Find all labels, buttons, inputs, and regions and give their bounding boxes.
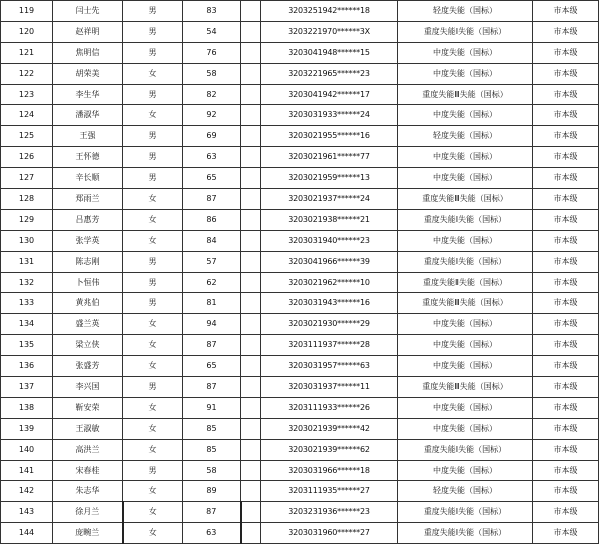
table-row — [1, 1, 599, 22]
cell-number: 144 — [1, 523, 53, 544]
cell-name: 李兴国 — [53, 377, 123, 398]
cell-disability-level: 轻度失能（国标） — [398, 481, 533, 502]
cell-number: 131 — [1, 251, 53, 272]
cell-number: 132 — [1, 272, 53, 293]
cell-id-number: 3203041948******15 — [261, 42, 398, 63]
cell-sex: 男 — [123, 460, 183, 481]
cell-number: 140 — [1, 439, 53, 460]
table-row — [1, 481, 599, 502]
cell-name: 辛长顺 — [53, 168, 123, 189]
cell-region: 市本级 — [533, 418, 599, 439]
cell-id-number: 3203031966******18 — [261, 460, 398, 481]
table-row — [1, 189, 599, 210]
cell-age: 69 — [183, 126, 241, 147]
cell-name: 胡荣美 — [53, 63, 123, 84]
cell-spacer — [241, 272, 261, 293]
cell-age: 87 — [183, 189, 241, 210]
cell-disability-level: 中度失能（国标） — [398, 147, 533, 168]
table-row — [1, 439, 599, 460]
cell-id-number: 3203111937******28 — [261, 335, 398, 356]
cell-spacer — [241, 168, 261, 189]
cell-number: 134 — [1, 314, 53, 335]
table-row — [1, 356, 599, 377]
cell-age: 81 — [183, 293, 241, 314]
cell-disability-level: 重度失能Ⅲ失能（国标） — [398, 189, 533, 210]
cell-number: 119 — [1, 1, 53, 22]
table-row — [1, 230, 599, 251]
cell-number: 139 — [1, 418, 53, 439]
cell-number: 129 — [1, 209, 53, 230]
cell-disability-level: 重度失能Ⅰ失能（国标） — [398, 209, 533, 230]
cell-age: 91 — [183, 397, 241, 418]
cell-name: 王怀德 — [53, 147, 123, 168]
cell-region: 市本级 — [533, 209, 599, 230]
cell-region: 市本级 — [533, 439, 599, 460]
table-row — [1, 502, 599, 523]
cell-spacer — [241, 105, 261, 126]
cell-name: 焦明信 — [53, 42, 123, 63]
cell-number: 123 — [1, 84, 53, 105]
cell-age: 65 — [183, 168, 241, 189]
cell-id-number: 3203021930******29 — [261, 314, 398, 335]
cell-disability-level: 中度失能（国标） — [398, 42, 533, 63]
cell-disability-level: 中度失能（国标） — [398, 356, 533, 377]
cell-id-number: 3203021955******16 — [261, 126, 398, 147]
cell-spacer — [241, 460, 261, 481]
cell-region: 市本级 — [533, 481, 599, 502]
cell-region: 市本级 — [533, 397, 599, 418]
cell-name: 梁立侠 — [53, 335, 123, 356]
cell-sex: 女 — [123, 209, 183, 230]
cell-sex: 男 — [123, 293, 183, 314]
cell-spacer — [241, 293, 261, 314]
table-row — [1, 418, 599, 439]
cell-spacer — [241, 126, 261, 147]
cell-name: 靳安荣 — [53, 397, 123, 418]
table-row — [1, 209, 599, 230]
cell-disability-level: 中度失能（国标） — [398, 168, 533, 189]
cell-age: 62 — [183, 272, 241, 293]
cell-disability-level: 重度失能Ⅲ失能（国标） — [398, 293, 533, 314]
cell-spacer — [241, 84, 261, 105]
table-row — [1, 335, 599, 356]
cell-disability-level: 重度失能Ⅰ失能（国标） — [398, 21, 533, 42]
cell-spacer — [241, 42, 261, 63]
cell-region: 市本级 — [533, 272, 599, 293]
cell-number: 127 — [1, 168, 53, 189]
cell-number: 135 — [1, 335, 53, 356]
cell-sex: 男 — [123, 168, 183, 189]
cell-age: 58 — [183, 460, 241, 481]
cell-disability-level: 重度失能Ⅱ失能（国标） — [398, 272, 533, 293]
cell-spacer — [241, 251, 261, 272]
cell-spacer — [241, 481, 261, 502]
cell-name: 高洪兰 — [53, 439, 123, 460]
cell-age: 54 — [183, 21, 241, 42]
cell-name: 卜恒伟 — [53, 272, 123, 293]
table-row — [1, 168, 599, 189]
cell-age: 63 — [183, 147, 241, 168]
cell-id-number: 3203031943******16 — [261, 293, 398, 314]
cell-id-number: 3203021938******21 — [261, 209, 398, 230]
cell-id-number: 3203041942******17 — [261, 84, 398, 105]
cell-name: 黄兆伯 — [53, 293, 123, 314]
cell-region: 市本级 — [533, 502, 599, 523]
cell-id-number: 3203221970******3X — [261, 21, 398, 42]
table-row — [1, 272, 599, 293]
cell-spacer — [241, 356, 261, 377]
table-row — [1, 147, 599, 168]
cell-number: 128 — [1, 189, 53, 210]
cell-id-number: 3203021939******62 — [261, 439, 398, 460]
cell-disability-level: 中度失能（国标） — [398, 105, 533, 126]
cell-age: 63 — [183, 523, 241, 544]
table-row — [1, 251, 599, 272]
cell-region: 市本级 — [533, 293, 599, 314]
cell-number: 138 — [1, 397, 53, 418]
cell-name: 张盛芳 — [53, 356, 123, 377]
cell-id-number: 3203031957******63 — [261, 356, 398, 377]
cell-age: 86 — [183, 209, 241, 230]
table-body — [1, 1, 599, 544]
cell-region: 市本级 — [533, 356, 599, 377]
cell-sex: 女 — [123, 502, 183, 523]
cell-id-number: 3203031933******24 — [261, 105, 398, 126]
cell-spacer — [241, 397, 261, 418]
cell-disability-level: 重度失能Ⅰ失能（国标） — [398, 439, 533, 460]
cell-name: 朱志华 — [53, 481, 123, 502]
cell-region: 市本级 — [533, 314, 599, 335]
cell-spacer — [241, 21, 261, 42]
cell-id-number: 3203111935******27 — [261, 481, 398, 502]
cell-sex: 男 — [123, 21, 183, 42]
cell-spacer — [241, 523, 261, 544]
cell-spacer — [241, 1, 261, 22]
table-row — [1, 397, 599, 418]
cell-number: 137 — [1, 377, 53, 398]
table-row — [1, 293, 599, 314]
table-row — [1, 460, 599, 481]
cell-sex: 女 — [123, 105, 183, 126]
cell-disability-level: 轻度失能（国标） — [398, 1, 533, 22]
cell-spacer — [241, 335, 261, 356]
cell-number: 124 — [1, 105, 53, 126]
cell-spacer — [241, 230, 261, 251]
cell-number: 133 — [1, 293, 53, 314]
cell-id-number: 3203221965******23 — [261, 63, 398, 84]
cell-name: 王淑敏 — [53, 418, 123, 439]
cell-age: 85 — [183, 418, 241, 439]
table-row — [1, 21, 599, 42]
cell-disability-level: 轻度失能（国标） — [398, 126, 533, 147]
cell-id-number: 3203021937******24 — [261, 189, 398, 210]
cell-sex: 男 — [123, 377, 183, 398]
cell-id-number: 3203041966******39 — [261, 251, 398, 272]
cell-spacer — [241, 502, 261, 523]
cell-spacer — [241, 63, 261, 84]
cell-sex: 女 — [123, 439, 183, 460]
cell-name: 陈志刚 — [53, 251, 123, 272]
table-row — [1, 314, 599, 335]
cell-sex: 女 — [123, 397, 183, 418]
cell-id-number: 3203251942******18 — [261, 1, 398, 22]
cell-spacer — [241, 418, 261, 439]
cell-number: 130 — [1, 230, 53, 251]
cell-name: 庞畹兰 — [53, 523, 123, 544]
cell-age: 87 — [183, 377, 241, 398]
cell-disability-level: 中度失能（国标） — [398, 460, 533, 481]
cell-region: 市本级 — [533, 377, 599, 398]
cell-name: 徐月兰 — [53, 502, 123, 523]
cell-id-number: 3203031940******23 — [261, 230, 398, 251]
cell-spacer — [241, 439, 261, 460]
cell-sex: 女 — [123, 335, 183, 356]
cell-age: 94 — [183, 314, 241, 335]
cell-number: 122 — [1, 63, 53, 84]
table-row — [1, 105, 599, 126]
cell-number: 121 — [1, 42, 53, 63]
cell-sex: 女 — [123, 314, 183, 335]
cell-region: 市本级 — [533, 335, 599, 356]
table-row — [1, 377, 599, 398]
cell-age: 65 — [183, 356, 241, 377]
cell-name: 王强 — [53, 126, 123, 147]
cell-age: 92 — [183, 105, 241, 126]
table-row — [1, 126, 599, 147]
cell-id-number: 3203231936******23 — [261, 502, 398, 523]
cell-number: 120 — [1, 21, 53, 42]
cell-disability-level: 中度失能（国标） — [398, 335, 533, 356]
table-row — [1, 523, 599, 544]
cell-age: 83 — [183, 1, 241, 22]
cell-id-number: 3203031937******11 — [261, 377, 398, 398]
cell-sex: 男 — [123, 42, 183, 63]
cell-sex: 男 — [123, 147, 183, 168]
cell-name: 闫士先 — [53, 1, 123, 22]
cell-number: 142 — [1, 481, 53, 502]
cell-spacer — [241, 377, 261, 398]
cell-region: 市本级 — [533, 168, 599, 189]
cell-age: 58 — [183, 63, 241, 84]
cell-region: 市本级 — [533, 126, 599, 147]
cell-age: 76 — [183, 42, 241, 63]
cell-disability-level: 中度失能（国标） — [398, 418, 533, 439]
cell-sex: 女 — [123, 356, 183, 377]
cell-id-number: 3203021939******42 — [261, 418, 398, 439]
cell-sex: 女 — [123, 189, 183, 210]
cell-number: 126 — [1, 147, 53, 168]
cell-region: 市本级 — [533, 63, 599, 84]
cell-age: 84 — [183, 230, 241, 251]
table-row — [1, 63, 599, 84]
cell-sex: 女 — [123, 523, 183, 544]
cell-id-number: 3203021959******13 — [261, 168, 398, 189]
cell-disability-level: 重度失能Ⅲ失能（国标） — [398, 84, 533, 105]
cell-region: 市本级 — [533, 460, 599, 481]
cell-region: 市本级 — [533, 147, 599, 168]
cell-name: 张学英 — [53, 230, 123, 251]
cell-region: 市本级 — [533, 1, 599, 22]
cell-age: 57 — [183, 251, 241, 272]
cell-age: 85 — [183, 439, 241, 460]
cell-sex: 男 — [123, 1, 183, 22]
cell-spacer — [241, 314, 261, 335]
cell-number: 136 — [1, 356, 53, 377]
cell-name: 宋春桂 — [53, 460, 123, 481]
cell-spacer — [241, 189, 261, 210]
cell-sex: 男 — [123, 251, 183, 272]
cell-number: 125 — [1, 126, 53, 147]
cell-disability-level: 重度失能Ⅰ失能（国标） — [398, 502, 533, 523]
cell-disability-level: 重度失能Ⅰ失能（国标） — [398, 523, 533, 544]
cell-name: 李生华 — [53, 84, 123, 105]
cell-disability-level: 中度失能（国标） — [398, 314, 533, 335]
cell-spacer — [241, 147, 261, 168]
cell-sex: 女 — [123, 481, 183, 502]
cell-sex: 女 — [123, 230, 183, 251]
cell-region: 市本级 — [533, 523, 599, 544]
cell-number: 141 — [1, 460, 53, 481]
table-row — [1, 84, 599, 105]
cell-name: 盛兰英 — [53, 314, 123, 335]
cell-age: 89 — [183, 481, 241, 502]
cell-region: 市本级 — [533, 21, 599, 42]
cell-age: 87 — [183, 335, 241, 356]
cell-age: 82 — [183, 84, 241, 105]
cell-region: 市本级 — [533, 42, 599, 63]
cell-name: 潘淑华 — [53, 105, 123, 126]
cell-disability-level: 中度失能（国标） — [398, 230, 533, 251]
cell-age: 87 — [183, 502, 241, 523]
cell-region: 市本级 — [533, 84, 599, 105]
cell-disability-level: 重度失能Ⅲ失能（国标） — [398, 377, 533, 398]
cell-name: 郑雨兰 — [53, 189, 123, 210]
cell-id-number: 3203021962******10 — [261, 272, 398, 293]
cell-disability-level: 中度失能（国标） — [398, 397, 533, 418]
cell-name: 赵祥明 — [53, 21, 123, 42]
cell-number: 143 — [1, 502, 53, 523]
cell-id-number: 3203111933******26 — [261, 397, 398, 418]
cell-sex: 女 — [123, 418, 183, 439]
cell-sex: 女 — [123, 63, 183, 84]
cell-id-number: 3203021961******77 — [261, 147, 398, 168]
cell-region: 市本级 — [533, 189, 599, 210]
cell-disability-level: 重度失能Ⅰ失能（国标） — [398, 251, 533, 272]
cell-sex: 男 — [123, 126, 183, 147]
cell-name: 吕惠芳 — [53, 209, 123, 230]
cell-spacer — [241, 209, 261, 230]
cell-sex: 男 — [123, 84, 183, 105]
table-row — [1, 42, 599, 63]
cell-region: 市本级 — [533, 105, 599, 126]
cell-id-number: 3203031960******27 — [261, 523, 398, 544]
cell-region: 市本级 — [533, 230, 599, 251]
cell-sex: 男 — [123, 272, 183, 293]
cell-region: 市本级 — [533, 251, 599, 272]
cell-disability-level: 中度失能（国标） — [398, 63, 533, 84]
